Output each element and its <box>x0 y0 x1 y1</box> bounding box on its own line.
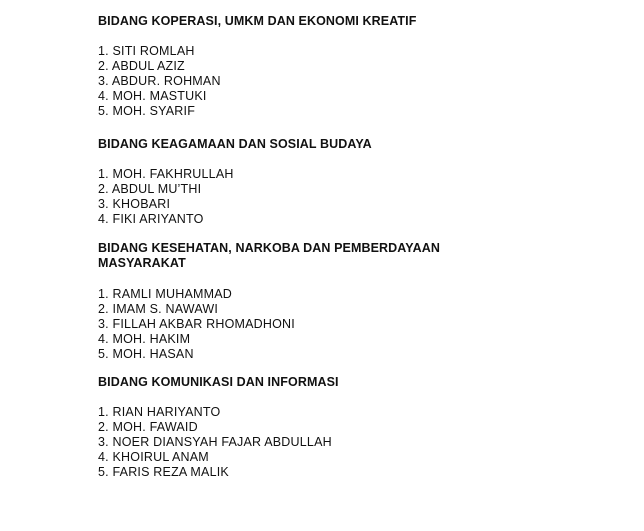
list-item: 2 . ABDUL AZIZ <box>98 59 618 74</box>
section-title: BIDANG KOPERASI, UMKM DAN EKONOMI KREATIF <box>98 14 417 28</box>
list-item: 5 . FARIS REZA MALIK <box>98 465 618 480</box>
section-koperasi <box>98 14 618 119</box>
section-title: BIDANG KOMUNIKASI DAN INFORMASI <box>98 375 339 389</box>
member-list <box>98 405 618 480</box>
member-list <box>98 167 618 227</box>
list-item: 4 . KHOIRUL ANAM <box>98 450 618 465</box>
list-item: 5 . MOH. HASAN <box>98 347 458 362</box>
list-item: 5 . MOH. SYARIF <box>98 104 618 119</box>
list-item: 2 . MOH. FAWAID <box>98 420 618 435</box>
section-kesehatan <box>98 241 458 362</box>
list-item: 1 . SITI ROMLAH <box>98 44 618 59</box>
section-title: BIDANG KEAGAMAAN DAN SOSIAL BUDAYA <box>98 137 372 151</box>
list-item: 1 . MOH. FAKHRULLAH <box>98 167 618 182</box>
list-item: 2 . ABDUL MU’THI <box>98 182 618 197</box>
list-item: 3 . FILLAH AKBAR RHOMADHONI <box>98 317 458 332</box>
list-item: 3 . KHOBARI <box>98 197 618 212</box>
list-item: 4 . FIKI ARIYANTO <box>98 212 618 227</box>
list-item: 4 . MOH. MASTUKI <box>98 89 618 104</box>
list-item: 1 . RAMLI MUHAMMAD <box>98 287 458 302</box>
member-list <box>98 44 618 119</box>
section-keagamaan <box>98 137 618 227</box>
list-item: 2 . IMAM S. NAWAWI <box>98 302 458 317</box>
section-komunikasi <box>98 375 618 480</box>
list-item: 3 . ABDUR. ROHMAN <box>98 74 618 89</box>
section-title: BIDANG KESEHATAN, NARKOBA DAN PEMBERDAYAAN MASYARAKAT <box>98 241 440 270</box>
list-item: 1 . RIAN HARIYANTO <box>98 405 618 420</box>
list-item: 4 . MOH. HAKIM <box>98 332 458 347</box>
list-item: 3 . NOER DIANSYAH FAJAR ABDULLAH <box>98 435 618 450</box>
member-list <box>98 287 458 362</box>
